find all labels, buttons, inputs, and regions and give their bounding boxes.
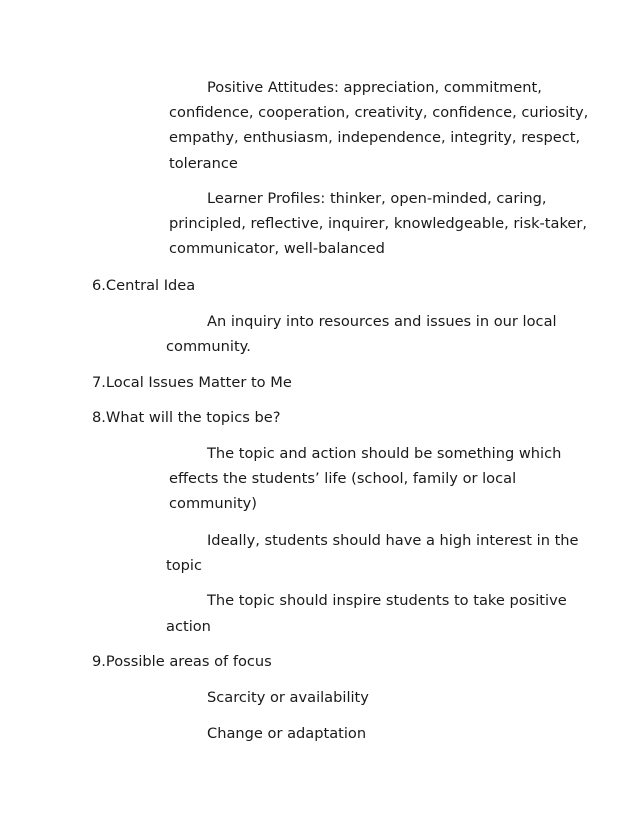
section-heading-topics: 8.What will the topics be? (92, 409, 281, 426)
section-heading-areas-of-focus: 9.Possible areas of focus (92, 653, 272, 670)
text-line: Learner Profiles: thinker, open-minded, caring, (207, 190, 547, 207)
text-line: community. (166, 338, 251, 355)
text-line: Positive Attitudes: appreciation, commitment, (207, 79, 542, 96)
text-line: Ideally, students should have a high interest in the (207, 532, 579, 549)
text-line: topic (166, 557, 202, 574)
text-line: The topic should inspire students to take positive (207, 592, 567, 609)
text-line: community) (169, 495, 257, 512)
text-line: communicator, well-balanced (169, 240, 385, 257)
list-item: Change or adaptation (207, 725, 367, 742)
section-heading-local-issues: 7.Local Issues Matter to Me (92, 374, 292, 391)
text-line: tolerance (169, 155, 238, 172)
text-line: The topic and action should be something which (207, 445, 562, 462)
text-line: action (166, 618, 211, 635)
text-line: confidence, cooperation, creativity, confidence, curiosity, (169, 104, 589, 121)
text-line: effects the students’ life (school, family or local (169, 470, 517, 487)
text-line: principled, reflective, inquirer, knowledgeable, risk-taker, (169, 215, 588, 232)
section-heading-central-idea: 6.Central Idea (92, 277, 196, 294)
text-line: An inquiry into resources and issues in our local (207, 313, 557, 330)
text-line: empathy, enthusiasm, independence, integrity, respect, (169, 129, 581, 146)
list-item: Scarcity or availability (207, 689, 369, 706)
